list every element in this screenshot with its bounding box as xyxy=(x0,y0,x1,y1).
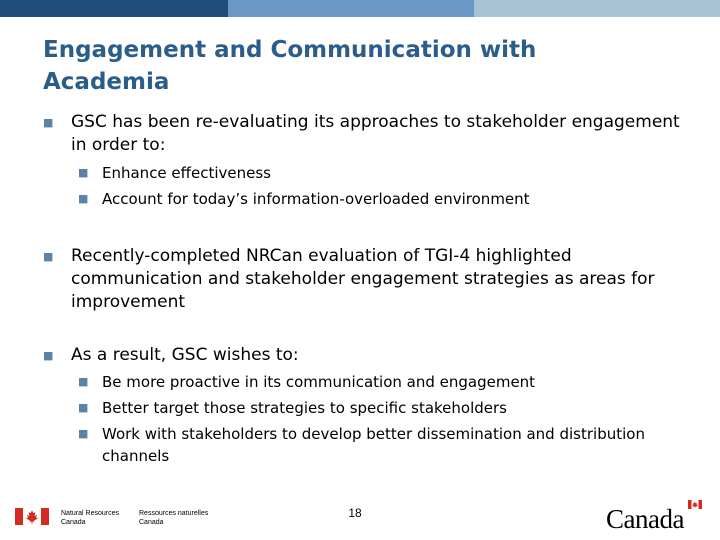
sub-bullet-item xyxy=(78,423,688,467)
sub-bullet-text: Account for today’s information-overloaded environment xyxy=(102,190,530,208)
bullet-square-icon: ■ xyxy=(78,192,89,205)
wordmark-flag-icon xyxy=(688,500,702,509)
dept-fr-line1: Ressources naturelles xyxy=(139,510,209,517)
bullet-square-icon: ■ xyxy=(78,375,89,388)
bullet-item xyxy=(43,344,683,367)
canada-wordmark: Canada xyxy=(606,504,684,534)
department-name-french xyxy=(139,509,208,527)
sub-bullet-item xyxy=(78,371,688,393)
bullet-square-icon: ■ xyxy=(43,116,54,129)
canada-flag-icon xyxy=(15,508,49,525)
bullet-text: GSC has been re-evaluating its approaches to stakeholder engagement in order to: xyxy=(71,112,680,155)
top-color-bar xyxy=(0,0,720,17)
dept-fr-line2: Canada xyxy=(139,519,164,526)
bullet-square-icon: ■ xyxy=(78,427,89,440)
top-bar-segment-light xyxy=(474,0,720,17)
sub-bullet-text: Be more proactive in its communication and engagement xyxy=(102,373,536,391)
bullet-square-icon: ■ xyxy=(78,166,89,179)
bullet-item xyxy=(43,245,683,314)
bullet-text: As a result, GSC wishes to: xyxy=(71,345,299,365)
bullet-square-icon: ■ xyxy=(43,250,54,263)
dept-en-line2: Canada xyxy=(61,519,86,526)
bullet-text: Recently-completed NRCan evaluation of TGI-4 highlighted communication and stakeholder engagement strategies as areas for improvement xyxy=(71,246,655,312)
sub-bullet-item xyxy=(78,397,688,419)
slide-title: Engagement and Communication with Academia xyxy=(43,37,537,95)
dept-en-line1: Natural Resources xyxy=(61,510,119,517)
page-number: 18 xyxy=(348,506,362,520)
sub-bullet-item xyxy=(78,188,688,210)
sub-bullet-text: Better target those strategies to specific stakeholders xyxy=(102,399,507,417)
department-name-english xyxy=(61,509,119,527)
bullet-square-icon: ■ xyxy=(43,349,54,362)
top-bar-segment-mid xyxy=(228,0,474,17)
sub-bullet-item xyxy=(78,162,688,184)
sub-bullet-text: Work with stakeholders to develop better dissemination and distribution channels xyxy=(102,425,645,465)
sub-bullet-text: Enhance effectiveness xyxy=(102,164,271,182)
top-bar-segment-dark xyxy=(0,0,228,17)
bullet-item xyxy=(43,111,683,157)
bullet-square-icon: ■ xyxy=(78,401,89,414)
